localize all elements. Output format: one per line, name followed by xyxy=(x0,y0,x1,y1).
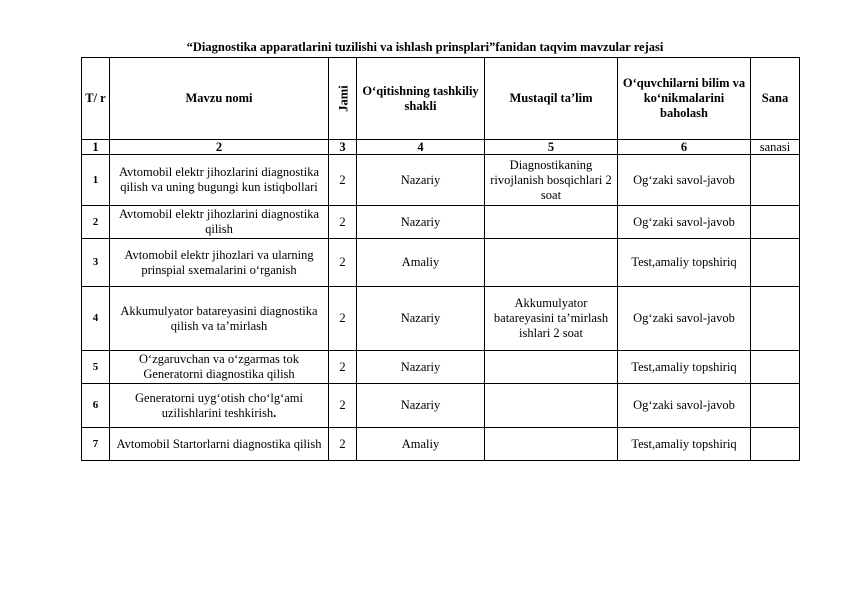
table-row xyxy=(82,351,800,384)
table-row xyxy=(82,206,800,239)
row-number: 2 xyxy=(82,206,110,239)
document-title: “Diagnostika apparatlarini tuzilishi va ishlash prinsplari”fanidan taqvim mavzular rejasi xyxy=(186,40,664,54)
row-assessment: Test,amaliy topshiriq xyxy=(618,428,751,461)
row-date xyxy=(751,384,800,428)
row-assessment: Og‘zaki savol-javob xyxy=(618,287,751,351)
row-hours: 2 xyxy=(329,287,357,351)
row-assessment: Og‘zaki savol-javob xyxy=(618,206,751,239)
row-form: Nazariy xyxy=(357,287,485,351)
row-number: 6 xyxy=(82,384,110,428)
header-jami xyxy=(329,58,357,140)
column-number: sanasi xyxy=(751,140,800,155)
row-topic: O‘zgaruvchan va o‘zgarmas tok Generatorni diagnostika qilish xyxy=(110,351,329,384)
row-topic-period: . xyxy=(273,405,277,420)
row-date xyxy=(751,239,800,287)
row-assessment: Og‘zaki savol-javob xyxy=(618,384,751,428)
row-number: 5 xyxy=(82,351,110,384)
column-number: 3 xyxy=(329,140,357,155)
row-assessment: Test,amaliy topshiriq xyxy=(618,351,751,384)
row-date xyxy=(751,287,800,351)
header-row xyxy=(82,58,800,140)
row-date xyxy=(751,206,800,239)
row-topic: Avtomobil Startorlarni diagnostika qilish xyxy=(110,428,329,461)
row-topic: Generatorni uyg‘otish cho‘lg‘ami uzilishlarini teshkirish xyxy=(134,390,303,420)
row-form: Amaliy xyxy=(357,239,485,287)
row-form: Amaliy xyxy=(357,428,485,461)
row-hours: 2 xyxy=(329,428,357,461)
row-hours: 2 xyxy=(329,384,357,428)
row-date xyxy=(751,155,800,206)
column-number: 5 xyxy=(485,140,618,155)
column-number: 6 xyxy=(618,140,751,155)
column-number: 4 xyxy=(357,140,485,155)
row-number: 7 xyxy=(82,428,110,461)
row-assessment: Test,amaliy topshiriq xyxy=(618,239,751,287)
row-independent xyxy=(485,428,618,461)
row-independent xyxy=(485,351,618,384)
row-topic: Avtomobil elektr jihozlarini diagnostika qilish va uning bugungi kun istiqbollari xyxy=(110,155,329,206)
column-number: 2 xyxy=(110,140,329,155)
row-independent xyxy=(485,384,618,428)
column-number-row xyxy=(82,140,800,155)
row-hours: 2 xyxy=(329,239,357,287)
column-number: 1 xyxy=(82,140,110,155)
row-topic: Akkumulyator batareyasini diagnostika qilish va ta’mirlash xyxy=(110,287,329,351)
row-independent xyxy=(485,206,618,239)
row-number: 4 xyxy=(82,287,110,351)
table-row xyxy=(82,155,800,206)
row-independent xyxy=(485,239,618,287)
row-form: Nazariy xyxy=(357,155,485,206)
table-row xyxy=(82,287,800,351)
header-tr: T/ r xyxy=(82,58,110,140)
table-row xyxy=(82,384,800,428)
header-baholash: O‘quvchilarni bilim va ko‘nikmalarini baholash xyxy=(618,58,751,140)
row-assessment: Og‘zaki savol-javob xyxy=(618,155,751,206)
schedule-table xyxy=(81,57,800,461)
row-topic-cell xyxy=(110,384,329,428)
row-independent: Diagnostikaning rivojlanish bosqichlari 2 soat xyxy=(485,155,618,206)
row-form: Nazariy xyxy=(357,384,485,428)
row-hours: 2 xyxy=(329,155,357,206)
row-hours: 2 xyxy=(329,351,357,384)
header-mavzu: Mavzu nomi xyxy=(110,58,329,140)
row-form: Nazariy xyxy=(357,206,485,239)
header-mustaqil: Mustaqil ta’lim xyxy=(485,58,618,140)
header-jami-label: Jami xyxy=(336,85,351,112)
row-number: 1 xyxy=(82,155,110,206)
table-row xyxy=(82,239,800,287)
row-topic: Avtomobil elektr jihozlari va ularning prinspial sxemalarini o‘rganish xyxy=(110,239,329,287)
header-shakl: O‘qitishning tashkiliy shakli xyxy=(357,58,485,140)
row-independent: Akkumulyator batareyasini ta’mirlash ishlari 2 soat xyxy=(485,287,618,351)
row-number: 3 xyxy=(82,239,110,287)
row-date xyxy=(751,351,800,384)
row-date xyxy=(751,428,800,461)
row-hours: 2 xyxy=(329,206,357,239)
table-row xyxy=(82,428,800,461)
row-form: Nazariy xyxy=(357,351,485,384)
header-sana: Sana xyxy=(751,58,800,140)
row-topic: Avtomobil elektr jihozlarini diagnostika qilish xyxy=(110,206,329,239)
